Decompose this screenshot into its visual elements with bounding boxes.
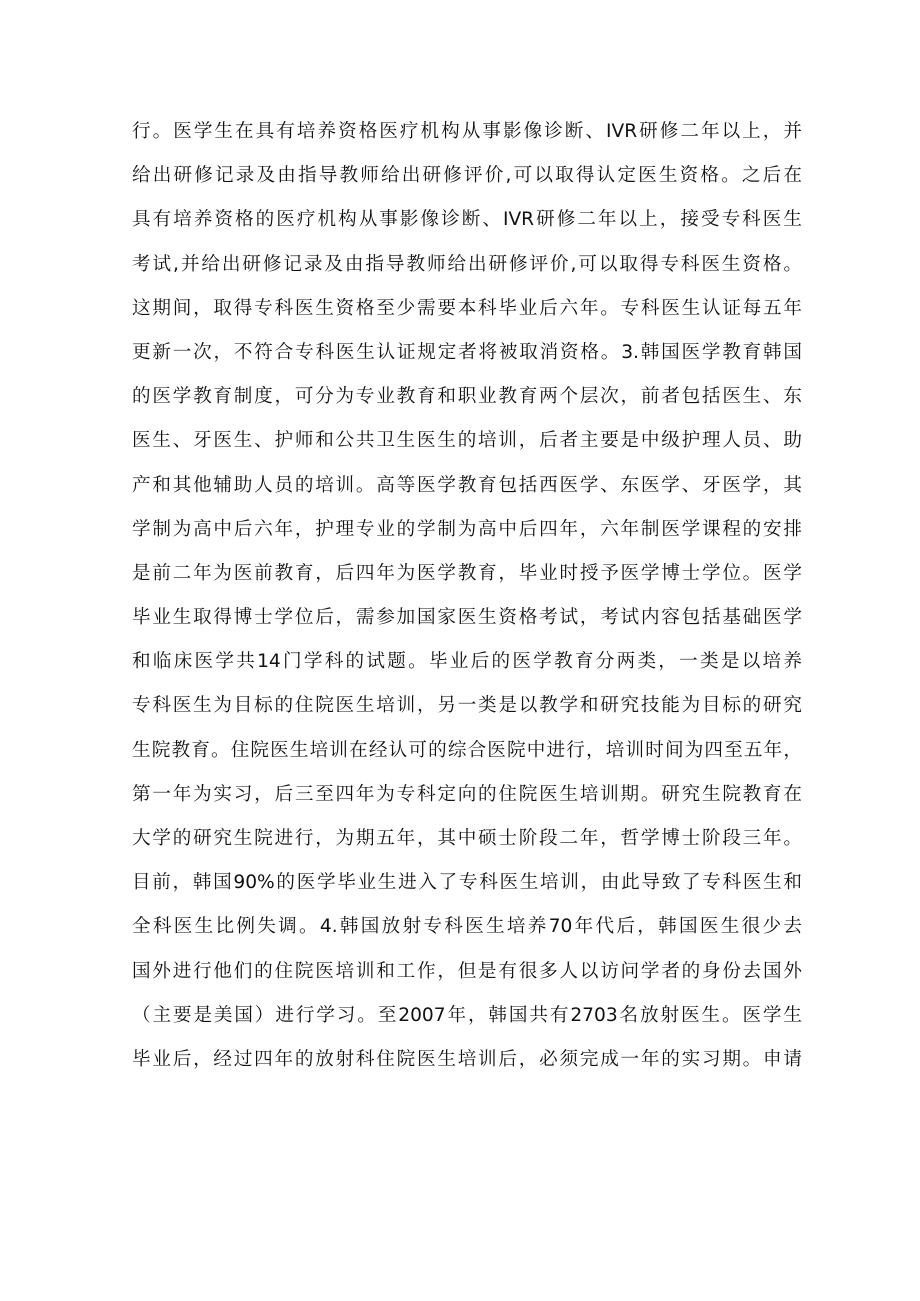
body-text	[132, 110, 802, 1082]
text-line: 是前二年为医前教育，后四年为医学教育，毕业时授予医学博士学位。医学	[132, 562, 802, 584]
text-line: 和临床医学共14门学科的试题。毕业后的医学教育分两类，一类是以培养	[132, 651, 802, 673]
text-line: 这期间，取得专科医生资格至少需要本科毕业后六年。专科医生认证每五年	[132, 297, 802, 319]
text-line: 具有培养资格的医疗机构从事影像诊断、IVR研修二年以上，接受专科医生	[132, 209, 802, 231]
text-line: 全科医生比例失调。4.韩国放射专科医生培养70年代后，韩国医生很少去	[132, 916, 802, 938]
text-line: 大学的研究生院进行，为期五年，其中硕士阶段二年，哲学博士阶段三年。	[132, 828, 802, 849]
text-line: 毕业生取得博士学位后，需参加国家医生资格考试，考试内容包括基础医学	[132, 607, 802, 629]
text-line: 给出研修记录及由指导教师给出研修评价,可以取得认定医生资格。之后在	[132, 165, 802, 187]
text-line: 国外进行他们的住院医培训和工作，但是有很多人以访问学者的身份去国外	[132, 960, 802, 982]
text-line: 更新一次，不符合专科医生认证规定者将被取消资格。3.韩国医学教育韩国	[132, 341, 802, 363]
text-line: 毕业后，经过四年的放射科住院医生培训后，必须完成一年的实习期。申请	[132, 1048, 802, 1070]
text-line: （主要是美国）进行学习。至2007年，韩国共有2703名放射医生。医学生	[132, 1004, 802, 1026]
text-line: 的医学教育制度，可分为专业教育和职业教育两个层次，前者包括医生、东	[132, 386, 802, 408]
text-line: 专科医生为目标的住院医生培训，另一类是以教学和研究技能为目标的研究	[132, 695, 802, 717]
text-line: 产和其他辅助人员的培训。高等医学教育包括西医学、东医学、牙医学，其	[132, 474, 802, 496]
text-line: 考试,并给出研修记录及由指导教师给出研修评价,可以取得专科医生资格。	[132, 253, 802, 275]
text-line: 目前，韩国90%的医学毕业生进入了专科医生培训，由此导致了专科医生和	[132, 872, 802, 894]
text-line: 医生、牙医生、护师和公共卫生医生的培训，后者主要是中级护理人员、助	[132, 430, 802, 452]
text-line: 行。医学生在具有培养资格医疗机构从事影像诊断、IVR研修二年以上，并	[132, 121, 802, 142]
text-line: 学制为高中后六年，护理专业的学制为高中后四年，六年制医学课程的安排	[132, 518, 802, 540]
text-line: 第一年为实习，后三至四年为专科定向的住院医生培训期。研究生院教育在	[132, 783, 802, 805]
text-line: 生院教育。住院医生培训在经认可的综合医院中进行，培训时间为四至五年，	[132, 739, 802, 761]
